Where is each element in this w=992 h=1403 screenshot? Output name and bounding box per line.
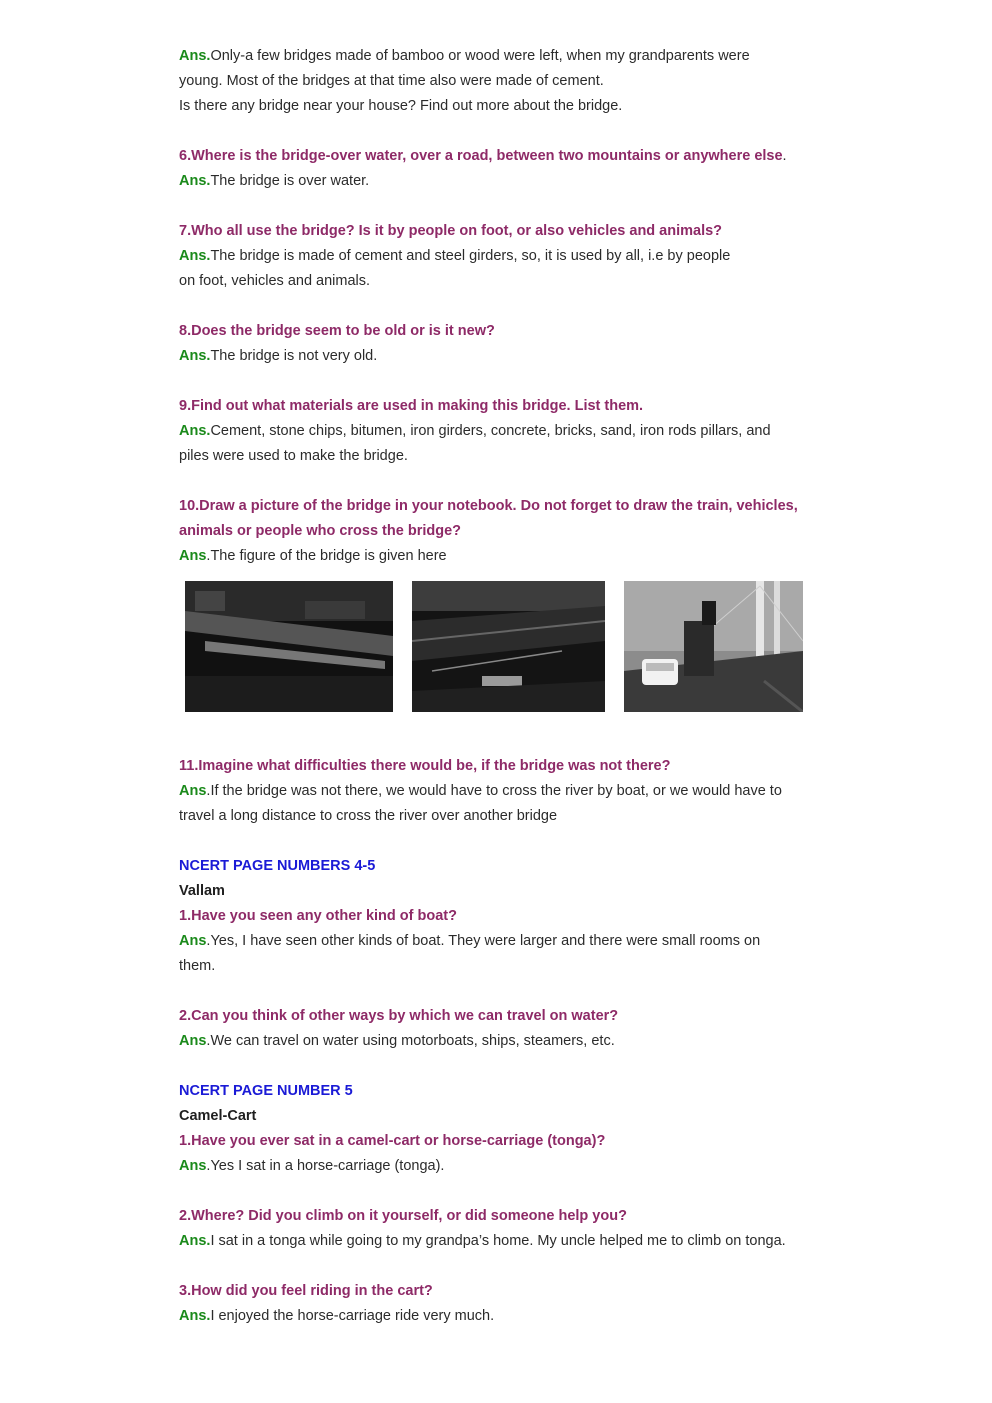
bridge-photo-1 <box>185 581 393 712</box>
bridge-photos <box>0 569 819 754</box>
ans-label: Ans <box>179 423 207 439</box>
ans-label: Ans <box>179 48 207 64</box>
vallam-answer-2: Ans.We can travel on water using motorboats, ships, steamers, etc. <box>179 1033 615 1049</box>
bridge-photo-2 <box>412 581 605 712</box>
camel-question-3: 3.How did you feel riding in the cart? <box>179 1283 433 1299</box>
ans-label: Ans <box>179 248 207 264</box>
section-heading-5: NCERT PAGE NUMBER 5 <box>179 1083 353 1099</box>
ans-label: Ans <box>179 1033 207 1049</box>
question-9: 9.Find out what materials are used in making this bridge. List them. <box>179 398 644 414</box>
ans-label: Ans <box>179 1158 207 1174</box>
camel-answer-1: Ans.Yes I sat in a horse-carriage (tonga). <box>179 1158 445 1174</box>
camel-question-2: 2.Where? Did you climb on it yourself, or did someone help you? <box>179 1208 627 1224</box>
question-10: 10.Draw a picture of the bridge in your notebook. Do not forget to draw the train, vehicles, <box>179 498 798 514</box>
ans-label: Ans <box>179 348 207 364</box>
ans-label: Ans <box>179 783 207 799</box>
question-8: 8.Does the bridge seem to be old or is it new? <box>179 323 495 339</box>
question-11: 11.Imagine what difficulties there would be, if the bridge was not there? <box>179 758 671 774</box>
answer-9-cont: piles were used to make the bridge. <box>179 448 408 464</box>
answer-11: Ans.If the bridge was not there, we would have to cross the river by boat, or we would have to <box>179 783 782 799</box>
answer-10: Ans.The figure of the bridge is given here <box>179 548 447 564</box>
question-6: 6.Where is the bridge-over water, over a road, between two mountains or anywhere else. <box>179 148 787 164</box>
prompt-line: Is there any bridge near your house? Find out more about the bridge. <box>179 98 623 114</box>
section-subheading-camel-cart: Camel-Cart <box>179 1108 257 1124</box>
camel-question-1: 1.Have you ever sat in a camel-cart or horse-carriage (tonga)? <box>179 1133 606 1149</box>
answer-11-cont: travel a long distance to cross the river over another bridge <box>179 808 558 824</box>
ans-label: Ans <box>179 1308 207 1324</box>
ans-label: Ans <box>179 548 207 564</box>
section-subheading-vallam: Vallam <box>179 883 225 899</box>
answer-9: Ans.Cement, stone chips, bitumen, iron girders, concrete, bricks, sand, iron rods pillars, and <box>179 423 771 439</box>
bridge-photo-3 <box>624 581 803 712</box>
vallam-question-2: 2.Can you think of other ways by which we can travel on water? <box>179 1008 619 1024</box>
ans-label: Ans <box>179 933 207 949</box>
camel-answer-3: Ans.I enjoyed the horse-carriage ride very much. <box>179 1308 495 1324</box>
ans-label: Ans <box>179 173 207 189</box>
question-10-cont: animals or people who cross the bridge? <box>179 523 461 539</box>
question-7: 7.Who all use the bridge? Is it by people on foot, or also vehicles and animals? <box>179 223 723 239</box>
camel-answer-2: Ans.I sat in a tonga while going to my grandpa’s home. My uncle helped me to climb on tonga. <box>179 1233 786 1249</box>
answer-7-cont: on foot, vehicles and animals. <box>179 273 371 289</box>
answer-8: Ans.The bridge is not very old. <box>179 348 378 364</box>
ans-label: Ans <box>179 1233 207 1249</box>
vallam-answer-1: Ans.Yes, I have seen other kinds of boat. They were larger and there were small rooms on <box>179 933 761 949</box>
section-heading-4-5: NCERT PAGE NUMBERS 4-5 <box>179 858 376 874</box>
vallam-answer-1-cont: them. <box>179 958 216 974</box>
document-page <box>179 44 819 1329</box>
answer-line: Ans.Only-a few bridges made of bamboo or wood were left, when my grandparents were <box>179 48 750 64</box>
answer-6: Ans.The bridge is over water. <box>179 173 370 189</box>
answer-7: Ans.The bridge is made of cement and steel girders, so, it is used by all, i.e by people <box>179 248 731 264</box>
answer-line: young. Most of the bridges at that time also were made of cement. <box>179 73 604 89</box>
vallam-question-1: 1.Have you seen any other kind of boat? <box>179 908 457 924</box>
answer-text: Only-a few bridges made of bamboo or wood were left, when my grandparents were <box>210 48 750 64</box>
